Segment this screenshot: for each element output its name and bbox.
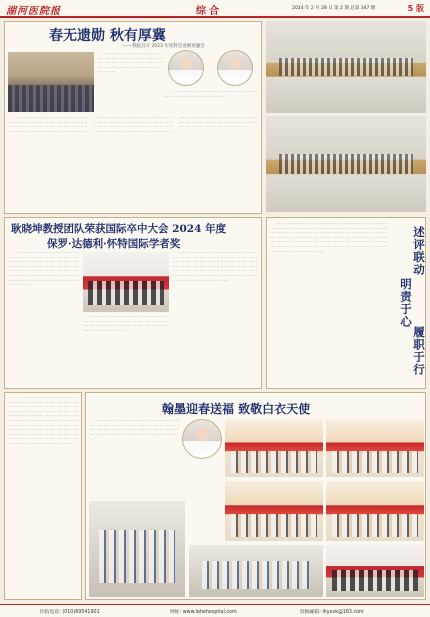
footer-website: 网址: www.lahehospital.com (170, 610, 237, 615)
article-bottom-left-text: · · · · · · · · · · · · · · · · · · · · · · · · · · · · · · · · · · · · · · · · · · · · · · · · · · · · · · · · · · · · · · · · · · · · · · · · · · · · · · · · · · · · · · · · · · · · · · · · · · · · · · · · · · · · · · · · · · · · · · · · · · · · · · · · · · · · · · · · · · · · · · · · · · · · · · · · · · · · · · · · · · · · · · · · · · · · · · · · · · · · · · · · · · · · · · · · · · · · · · · · · · · · · · · · · · · · · · · · · · · · · · · · · · · · · · · · · · · · · · · · · · · · · · · · · · · · · · · · · · · · · · · · · · · · · · · · · · · · · · · · · · · · · · · · · · · · · · · · · · · · · · · · · · · · · · · · · · · · · · · · · · · · · · · · · · · · · · · · · · · · · · · · · · · · · · · · · · · · · · (8, 396, 79, 446)
article-award-title-line2: 保罗·达德利·怀特国际学者奖 (47, 238, 181, 250)
photo-award-group (83, 252, 169, 312)
newspaper-logo: 湖河医院报 (6, 6, 61, 17)
photo-couplets (189, 545, 323, 597)
photo-calligraphy-event (225, 419, 323, 477)
article-warmth-text: · · · · · · · · · · · · · · · · · · · · · · · · · · · · · · · · · · · · · · · · · · · · · · · · · · · · · · · · · · · · · · · · · · · · · · · · · · · · · · · · · · · · · · · · · · · · · · · · · · · · · · · · · · · · · · · · · · · · · · · · · · · · · · · · · · · · · · · · · · · · · · · · · · · · · · · · · · · · · · · · · · · · · · (89, 419, 179, 442)
article-warmth-title: 翰墨迎春送福 致敬白衣天使 (162, 402, 311, 416)
photo-meeting-room (266, 116, 426, 212)
article-bottom-left (4, 392, 82, 600)
issue-date: 2024 年 2 月 28 日 第 2 期 总第 347 期 (292, 6, 376, 11)
article-spring (4, 21, 262, 214)
photo-calligraphy-event (326, 419, 424, 477)
article-review-text: · · · · · · · · · · · · · · · · · · · · · · · · · · · · · · · · · · · · · · · · · · · · · · · · · · · · · · · · · · · · · · · · · · · · · · · · · · · · · · · · · · · · · · · · · · · · · · · · · · · · · · · · · · · · · · · · · · · · · · · · · · · · · · · · · · · · · · · · · · · · · · · · · · · · · · · · · · · · · · · · · · · · · · · · · · · · · · · · · · · · · · · · · · · · · · · · · · · · · · · · · · · · · · · · · · · · · · · · · · · · · · · · · · · · · · · · · · · · · · · · · · · · · · · · · · · · · · · · · · · · · · · · · · · · · · · · · · · · · · · · · · · · · · · · · · · · · · · · · · · · · · · · · · · · · · · · · · · · · · · · · · · · · · · · · · · · · · · · · · · · · · · · · · · · · · · · (270, 222, 388, 254)
photo-nurses (89, 501, 185, 597)
article-award (4, 217, 262, 389)
footer-email: 投稿邮箱: lhyxxk@163.com (300, 610, 364, 615)
sidebar-title-col3: 履职于行 (412, 326, 426, 376)
photo-speaker-portrait (217, 50, 253, 86)
page-number: 5 版 (407, 4, 424, 13)
article-spring-text: · · · · · · · · · · · · · · · · · · · · · · · · · · · · · · · · · · · · · · · · · · · · · · · · · · · · · · · · · · · · · · · · · · · · · · · · · · · · · · · · · · · · · · · · · · · · · · · · · · · · · · · · · · · · · · · · · · · · · · · · · · · · · · · · · (97, 52, 163, 75)
article-review-sidebar (266, 217, 426, 389)
article-warmth (85, 392, 426, 600)
sidebar-title-col1: 述评联动 (412, 226, 426, 276)
photo-conference-hall (8, 52, 94, 112)
photo-meeting-room (266, 21, 426, 113)
photo-calligraphy-group (326, 481, 424, 541)
photo-calligraphy-group (225, 481, 323, 541)
sidebar-title-col2: 明责于心 (399, 278, 413, 328)
article-award-title-line1: 耿晓坤教授团队荣获国际卒中大会 2024 年度 (11, 223, 227, 235)
section-title: 综合 (196, 6, 222, 17)
article-spring-title: 春无遗勋 秋有厚冀 (49, 28, 166, 44)
photo-group-photo (326, 545, 424, 597)
photo-calligrapher-portrait (182, 419, 222, 459)
footer (0, 604, 430, 617)
footer-phone: 医院电话: (010)69541901 (40, 610, 100, 615)
masthead (0, 0, 430, 18)
article-spring-body: · · · · · · · · · · · · · · · · · · · · · · · · · · · · · · · · · · · · · · · · · · · · · · · · · · · · · · · · · · · · · · · · · · · · · · · · · · · · · · · · · · · · · · · · · · · · · · · · · · · · · · · · · · · · · · · · · · · · · · · · · · · · · · · · · · · · · · · · · · · · · · · · · · · · · · · · · · · · · · · · · · · · · · · · · · · · · · · · · · · · · · · · · · · · · · · · · · · · · · · · · · · · · · · · · · · · · · · · · · · · · · · · · · · · · · · · · · · · · · · · · · · · · · · · · · · · · · · · · · · · · · · · · · · · · · · · · · · · · · · · · · · · · · · · · · · · · · · · · · · · · · · · · · · · · · · · · · · · · · · · · · · · · · · · · · · · · · · · · · · · · · · · · · · · · · · · · · · · · · · · · · · · · · · · · · · · · · · · · · · · · · · · · · · · · · · · · · · · · · · (8, 116, 258, 134)
article-spring-subtitle: ——我院召开 2023 年度科室述职述廉会 (123, 44, 205, 49)
article-award-text: · · · · · · · · · · · · · · · · · · · · · · · · · · · · · · · · · · · · · · · · · · · · · · · · · · · · · · · · · · · · · · · · · · · · · · · · · · · · · · · · · · · · · · · · · · · · · · · · · · · · · · · · · · · · · · · · · · · · · · · · · · · · · · · · · · · · · · · · · (83, 315, 169, 333)
article-award-text: · · · · · · · · · · · · · · · · · · · · · · · · · · · · · · · · · · · · · · · · · · · · · · · · · · · · · · · · · · · · · · · · · · · · · · · · · · · · · · · · · · · · · · · · · · · · · · · · · · · · · · · · · · · · · · · · · · · · · · · · · · · · · · · · · · · · · · · · · · · · · · · · · · · · · · · · · · · · · · · · · · · · · · · · · · · · · · · · · · · · · · · · · · · · · · · · · · · · · · · · · · · · · · · · · · · · · · · · · · · · · · · · · · · · · · · · · · · · · · · (8, 251, 79, 288)
photo-speaker-portrait (168, 50, 204, 86)
article-award-text: · · · · · · · · · · · · · · · · · · · · · · · · · · · · · · · · · · · · · · · · · · · · · · · · · · · · · · · · · · · · · · · · · · · · · · · · · · · · · · · · · · · · · · · · · · · · · · · · · · · · · · · · · · · · · · · · · · · · · · · · · · · · · · · · · · · · · · · · · · · · · · · · · · · · · · · · · · · · · · · · · · · · · · · · · · · · · · · · · · · · · · · · · · · · · · · · · · · · · · · · · · · · · · · · · · · · · · · · · · · · · · · · · · · · · · · · · · · · · · · · · · · · · · · · · · · · · · · · · · · · · · · (172, 251, 258, 283)
article-spring-text: · · · · · · · · · · · · · · · · · · · · · · · · · · · · · · · · · · · · · · · · · · · · · · · · · · · · · · · · · · · · · · · · · · · · (165, 90, 258, 99)
